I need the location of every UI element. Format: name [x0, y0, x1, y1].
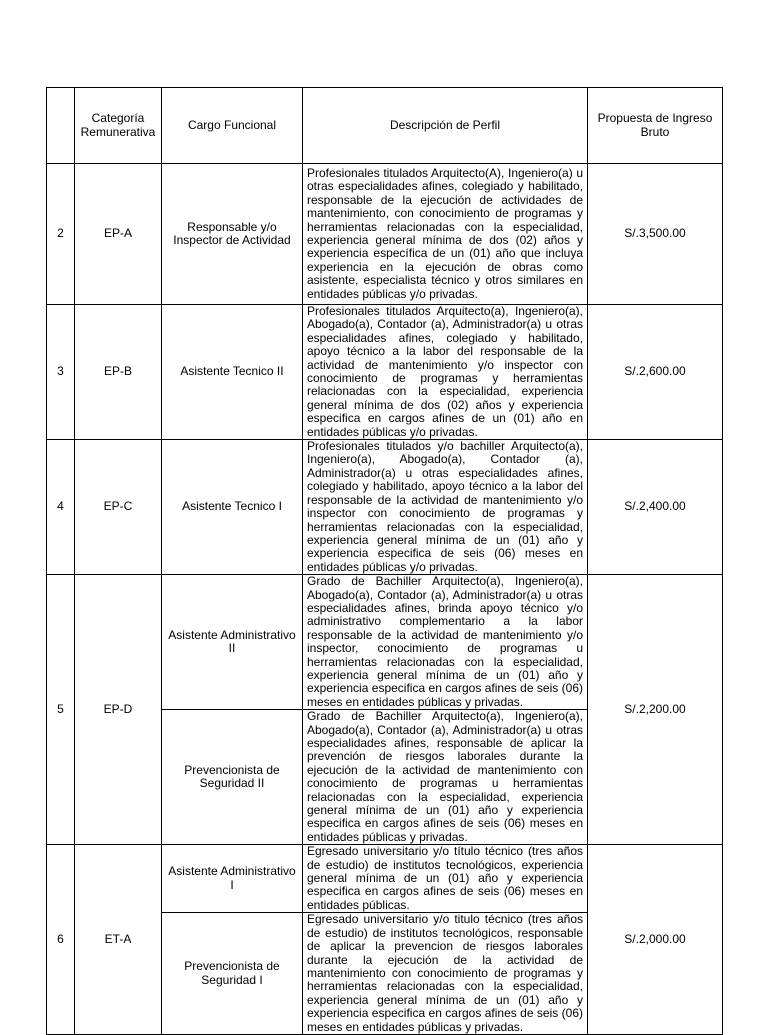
row-cargo: Asistente Administrativo I — [162, 845, 303, 913]
row-number: 6 — [47, 845, 75, 1035]
header-row — [47, 88, 723, 164]
row-categoria: EP-A — [75, 164, 162, 305]
row-categoria: EP-D — [75, 575, 162, 845]
header-number — [47, 88, 75, 164]
row-number: 4 — [47, 440, 75, 575]
row-descripcion: Grado de Bachiller Arquitecto(a), Ingeniero(a), Abogado(a), Contador (a), Administrador(a) u otras especialidades afines, brinda apoyo técnico y/o administrativo complementario a la labor responsable de la actividad de mantenimiento y/o inspector, conocimiento de programas u herramientas relacionadas con la especialidad, experiencia general mínima de un (01) año y experiencia especifica en cargos afines de seis (06) meses en entidades públicas y privadas. — [303, 575, 588, 710]
header-propuesta: Propuesta de Ingreso Bruto — [588, 88, 723, 164]
row-propuesta: S/.3,500.00 — [588, 164, 723, 305]
table-row — [47, 845, 723, 913]
remuneration-table — [46, 87, 723, 1035]
row-propuesta: S/.2,400.00 — [588, 440, 723, 575]
row-propuesta: S/.2,600.00 — [588, 305, 723, 440]
row-cargo: Asistente Administrativo II — [162, 575, 303, 710]
row-cargo: Asistente Tecnico II — [162, 305, 303, 440]
table-row — [47, 305, 723, 440]
row-number: 2 — [47, 164, 75, 305]
row-categoria: EP-B — [75, 305, 162, 440]
row-propuesta: S/.2,200.00 — [588, 575, 723, 845]
row-descripcion: Profesionales titulados Arquitecto(a), Ingeniero(a), Abogado(a), Contador (a), Administrador(a) u otras especialidades afines, colegiado y habilitado, apoyo técnico a la labor del responsable de la actividad de mantenimiento y/o inspector con conocimiento de programas y herramientas relacionadas con la especialidad, experiencia general mínima de dos (02) años y experiencia especifica en cargos afines de un (01) año en entidades públicas y/o privadas. — [303, 305, 588, 440]
header-cargo: Cargo Funcional — [162, 88, 303, 164]
row-cargo: Asistente Tecnico I — [162, 440, 303, 575]
header-descripcion: Descripción de Perfil — [303, 88, 588, 164]
row-descripcion: Grado de Bachiller Arquitecto(a), Ingeniero(a), Abogado(a), Contador (a), Administrador(a) u otras especialidades afines, responsable de aplicar la prevención de riesgos laborales durante la ejecución de la actividad de mantenimiento con conocimiento de programas u herramientas relacionadas con la especialidad, experiencia general mínima de un (01) año y experiencia especifica en cargos afines de seis (06) meses en entidades públicas y privadas. — [303, 710, 588, 845]
row-descripcion: Egresado universitario y/o título técnico (tres años de estudio) de institutos tecnológicos, experiencia general mínima de un (01) año y experiencia especifica en cargos afines de seis (06) meses en entidades públicas. — [303, 845, 588, 913]
row-descripcion: Egresado universitario y/o titulo técnico (tres años de estudio) de institutos tecnológicos, responsable de aplicar la prevencion de riesgos laborales durante la ejecución de la actividad de mantenimiento con conocimiento de programas y herramientas relacionadas con la especialidad, experiencia general mínima de un (01) año y experiencia especifica en cargos afines de seis (06) meses en entidades públicas y privadas. — [303, 913, 588, 1035]
row-number: 3 — [47, 305, 75, 440]
header-categoria: Categoría Remunerativa — [75, 88, 162, 164]
row-propuesta: S/.2,000.00 — [588, 845, 723, 1035]
table-row — [47, 164, 723, 305]
row-cargo: Prevencionista de Seguridad II — [162, 710, 303, 845]
table-row — [47, 440, 723, 575]
row-cargo: Prevencionista de Seguridad I — [162, 913, 303, 1035]
row-categoria: EP-C — [75, 440, 162, 575]
row-descripcion: Profesionales titulados y/o bachiller Arquitecto(a), Ingeniero(a), Abogado(a), Contador (a), Administrador(a) u otras especialidades afines, colegiado y habilitado, apoyo técnico a la labor del responsable de la actividad de mantenimiento y/o inspector con conocimiento de programas y herramientas relacionadas con la especialidad, experiencia general mínima de un (01) año y experiencia especifica de seis (06) meses en entidades públicas y/o privadas. — [303, 440, 588, 575]
row-descripcion: Profesionales titulados Arquitecto(A), Ingeniero(a) u otras especialidades afines, colegiado y habilitado, responsable de la ejecución de actividades de mantenimiento, con conocimiento de programas y herramientas relacionadas con la especialidad, experiencia general mínima de dos (02) años y experiencia específica de un (01) año que incluya experiencia en la ejecución de obras como asistente, especialista técnico y otros similares en entidades públicas y/o privadas. — [303, 164, 588, 305]
row-number: 5 — [47, 575, 75, 845]
table-row — [47, 575, 723, 710]
row-cargo: Responsable y/o Inspector de Actividad — [162, 164, 303, 305]
row-categoria: ET-A — [75, 845, 162, 1035]
